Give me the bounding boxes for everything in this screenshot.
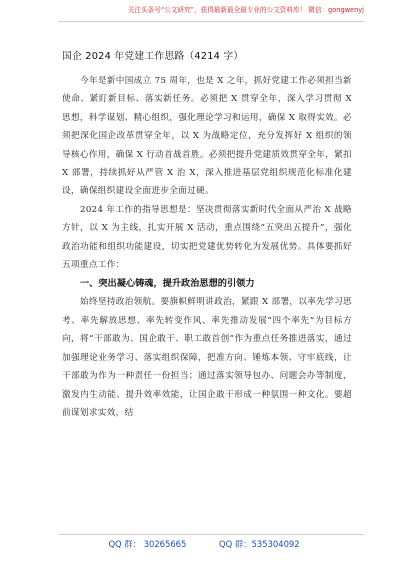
footer	[0, 538, 408, 550]
footer-qq-group-2: QQ 群：535304092	[219, 539, 300, 549]
paragraph-political-leadership: 始终坚持政治领航。要旗帜鲜明讲政治，紧跟 X 部署，以率先学习思考、率先解放思想、率先转变作风、率先推动发展“四个率先”为目标方向，将“干部敢为、国企敢干、职工敢首创”作为重点任务推进落实，通过加强理论业务学习、落实组织保障，把准方向、锤炼本领、守牢底线，让干部敢为作为一种责任一份担当；通过落实领导包办、问题会办等制度，激发内生动能、提升效率效能，让国企敢干形成一种氛围一种文化。要超前谋划求实效，结	[62, 297, 353, 418]
paragraph-intro: 今年是新中国成立 75 周年，也是 X 之年，抓好党建工作必须担当新使命、紧盯新目标、落实新任务。必须把 X 贯穿全年，深入学习贯彻 X 思想，科学谋划、精心组织，强化理论学习和运用，确保 X 取得实效。必须把深化国企改革贯穿全年，以 X 为战略定位，充分发挥好 X 组织的领导核心作用，确保 X 行动首战首胜。必须把提升党建质效贯穿全年，紧扣 X 部署，持续抓好从严管 X 治 X，深入推进基层党组织规范化标准化建设，确保组织建设全面进步全面过硬。	[62, 76, 352, 197]
footer-qq-group-1: QQ 群： 30265665	[108, 539, 187, 549]
footer-divider	[58, 534, 364, 535]
promo-banner: 关注头条号“公文研究”，获得最新最全最专业的公文资料库！ 微信：gongwenyj	[127, 6, 364, 14]
section-heading-1: 一、突出凝心铸魂，提升政治思想的引领力	[80, 278, 255, 290]
document-title: 国企 2024 年党建工作思路（4214 字）	[62, 51, 244, 62]
paragraph-guiding-thought: 2024 年工作的指导思想是：坚决贯彻落实新时代全面从严治 X 战略方针，以 X 为主线，扎实开展 X 活动，重点围绕“五突出五提升”，强化政治功能和组织功能建设，切实把党建优势转化为发展优势。具体要抓好五项重点工作：	[62, 204, 352, 271]
document-body	[62, 48, 352, 422]
header-divider	[58, 21, 364, 22]
